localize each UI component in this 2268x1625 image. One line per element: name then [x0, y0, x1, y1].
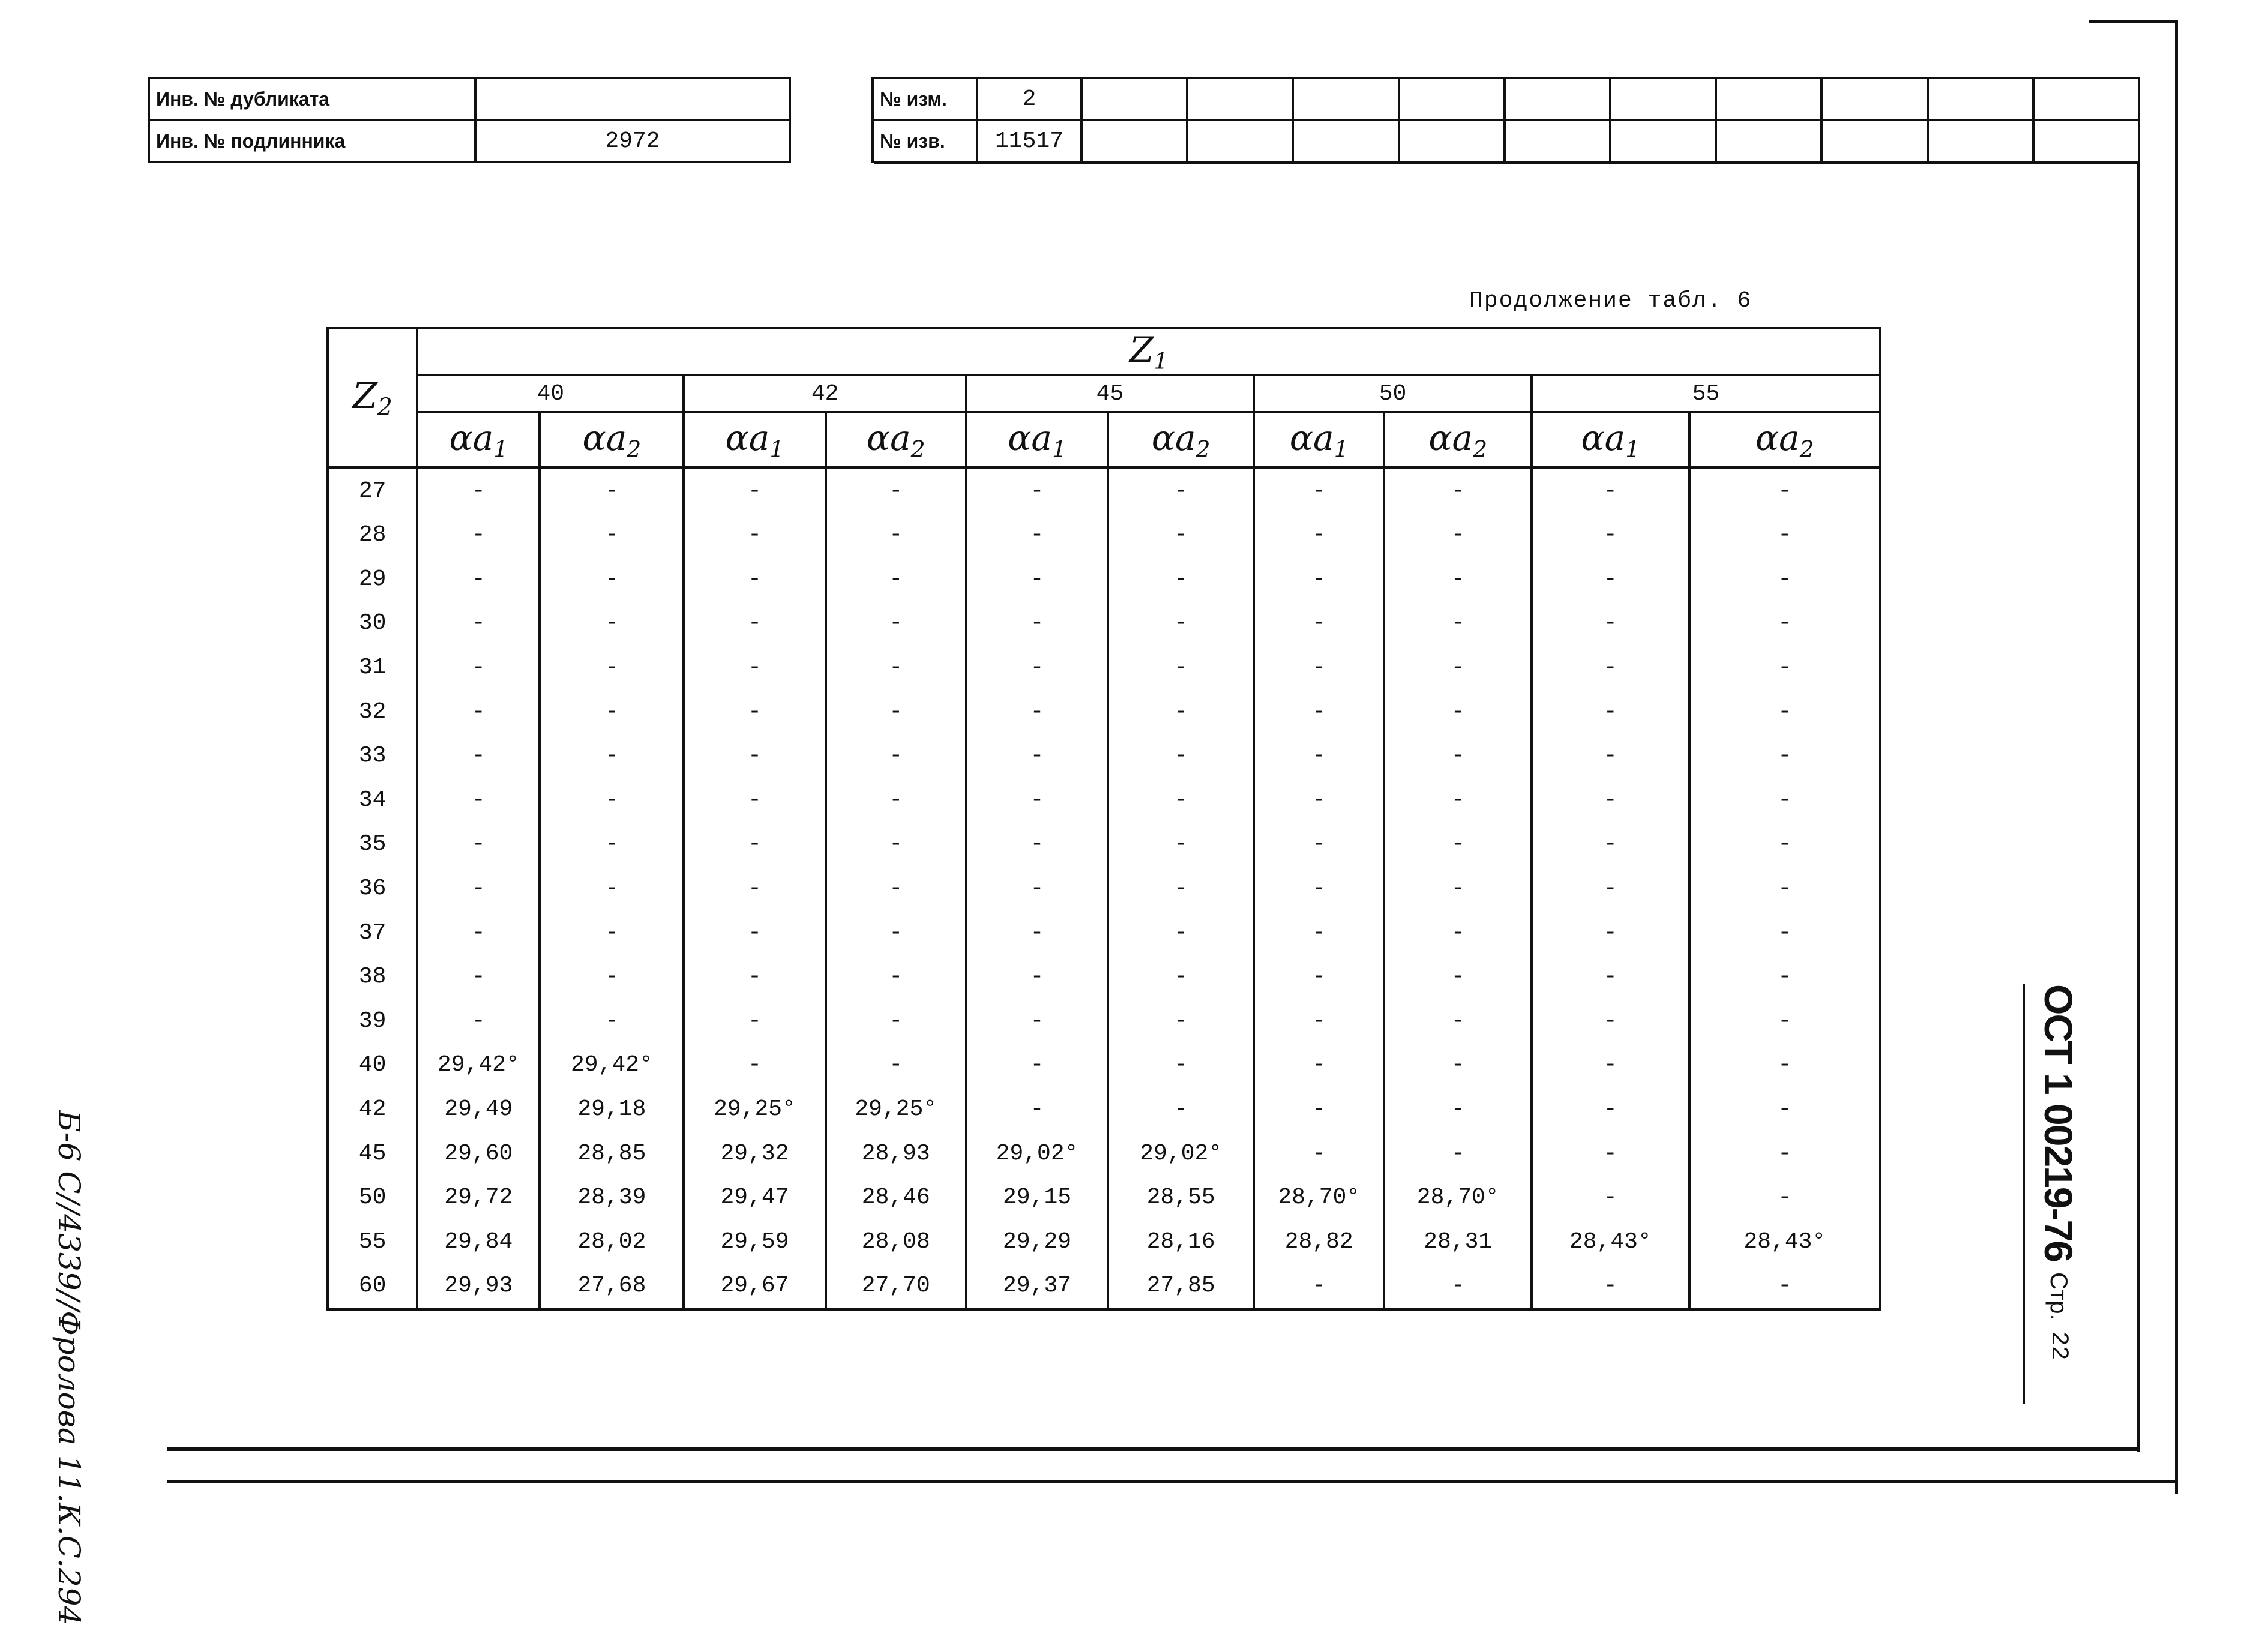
- angle-cell: -: [417, 999, 540, 1043]
- angle-cell: -: [1689, 689, 1880, 734]
- alpha-a2-header: $\alpha a_2$: [540, 412, 684, 467]
- angle-cell: -: [1254, 557, 1384, 601]
- angle-cell: -: [1532, 1264, 1689, 1309]
- angle-cell: -: [1384, 557, 1532, 601]
- angle-cell: -: [1532, 734, 1689, 778]
- angle-cell: -: [1108, 689, 1254, 734]
- z2-value: 55: [328, 1219, 417, 1264]
- z1-group-header: 42: [684, 375, 966, 412]
- angle-cell: -: [1254, 1087, 1384, 1132]
- angle-cell: -: [1384, 955, 1532, 999]
- angle-cell: 29,93: [417, 1264, 540, 1309]
- angle-cell: -: [826, 999, 966, 1043]
- angle-cell: -: [1532, 689, 1689, 734]
- angle-cell: -: [1384, 467, 1532, 513]
- angle-cell: 29,29: [966, 1219, 1108, 1264]
- angle-cell: -: [826, 601, 966, 646]
- angle-cell: -: [540, 867, 684, 911]
- angle-cell: -: [1108, 646, 1254, 690]
- angle-cell: -: [1384, 646, 1532, 690]
- z2-value: 34: [328, 778, 417, 822]
- angle-cell: -: [684, 689, 825, 734]
- angle-cell: -: [1384, 1043, 1532, 1087]
- row-header-z2: $Z_2$: [328, 328, 417, 467]
- angle-cell: -: [1108, 1043, 1254, 1087]
- angle-cell: -: [1532, 1176, 1689, 1220]
- angle-cell: 29,02°: [966, 1131, 1108, 1176]
- angle-cell: -: [1689, 1264, 1880, 1309]
- angle-cell: -: [1254, 734, 1384, 778]
- angle-cell: -: [1532, 1087, 1689, 1132]
- angle-cell: -: [417, 822, 540, 867]
- angle-cell: -: [1689, 646, 1880, 690]
- notice-no-value: 11517: [977, 120, 1081, 162]
- angle-cell: -: [1384, 601, 1532, 646]
- side-stamp-rule: [2023, 984, 2025, 1404]
- angle-cell: -: [540, 955, 684, 999]
- angle-cell: -: [684, 734, 825, 778]
- angle-cell: -: [1689, 734, 1880, 778]
- angle-cell: -: [826, 557, 966, 601]
- alpha-a2-header: $\alpha a_2$: [826, 412, 966, 467]
- table-row: [328, 646, 1880, 690]
- angle-cell: 29,42°: [540, 1043, 684, 1087]
- angle-cell: -: [417, 867, 540, 911]
- angle-cell: -: [1532, 601, 1689, 646]
- angle-cell: -: [684, 646, 825, 690]
- change-no-label: № изм.: [873, 78, 977, 120]
- angle-cell: 29,42°: [417, 1043, 540, 1087]
- angle-cell: 29,18: [540, 1087, 684, 1132]
- angle-cell: -: [684, 955, 825, 999]
- angle-cell: -: [1384, 1264, 1532, 1309]
- angle-cell: -: [540, 999, 684, 1043]
- angle-cell: -: [417, 601, 540, 646]
- table-row: [328, 513, 1880, 557]
- angle-cell: -: [1532, 513, 1689, 557]
- angle-cell: 27,70: [826, 1264, 966, 1309]
- table-row: [328, 867, 1880, 911]
- angle-cell: -: [1689, 867, 1880, 911]
- alpha-a1-header: $\alpha a_1$: [1254, 412, 1384, 467]
- angle-cell: -: [1254, 646, 1384, 690]
- z2-value: 33: [328, 734, 417, 778]
- angle-cell: -: [1108, 601, 1254, 646]
- angle-cell: 28,85: [540, 1131, 684, 1176]
- angle-cell: -: [1384, 734, 1532, 778]
- angle-cell: 29,49: [417, 1087, 540, 1132]
- angle-cell: -: [1254, 513, 1384, 557]
- angle-cell: 29,02°: [1108, 1131, 1254, 1176]
- angle-cell: -: [1254, 822, 1384, 867]
- angle-cell: -: [966, 467, 1108, 513]
- angle-cell: -: [417, 778, 540, 822]
- table-row: [328, 557, 1880, 601]
- angle-cell: -: [1689, 999, 1880, 1043]
- table-row: [328, 467, 1880, 513]
- angle-cell: -: [1532, 867, 1689, 911]
- angle-cell: -: [540, 778, 684, 822]
- angle-cell: -: [1689, 467, 1880, 513]
- frame-bottom: [167, 1447, 2140, 1451]
- angle-cell: -: [684, 467, 825, 513]
- angle-cell: -: [540, 910, 684, 955]
- angle-cell: -: [826, 646, 966, 690]
- angle-cell: -: [684, 999, 825, 1043]
- table-row: [328, 1176, 1880, 1220]
- z1-group-header: 40: [417, 375, 684, 412]
- angle-cell: 29,25°: [684, 1087, 825, 1132]
- angle-cell: -: [417, 646, 540, 690]
- angle-cell: 28,08: [826, 1219, 966, 1264]
- angle-cell: -: [1532, 822, 1689, 867]
- angle-cell: -: [966, 1087, 1108, 1132]
- angle-cell: 29,67: [684, 1264, 825, 1309]
- angle-cell: -: [1254, 867, 1384, 911]
- angle-cell: -: [684, 601, 825, 646]
- angle-cell: -: [1384, 1087, 1532, 1132]
- angle-cell: -: [1689, 601, 1880, 646]
- inv-original-value: 2972: [475, 120, 790, 162]
- angle-cell: 29,37: [966, 1264, 1108, 1309]
- z1-group-header: 45: [966, 375, 1254, 412]
- alpha-a1-header: $\alpha a_1$: [1532, 412, 1689, 467]
- angle-cell: -: [684, 867, 825, 911]
- angle-cell: -: [826, 955, 966, 999]
- angle-cell: -: [1384, 910, 1532, 955]
- angle-cell: 28,02: [540, 1219, 684, 1264]
- outer-frame-top: [2089, 20, 2178, 23]
- table-row: [328, 734, 1880, 778]
- angle-cell: -: [966, 513, 1108, 557]
- z2-value: 37: [328, 910, 417, 955]
- angle-cell: -: [1108, 467, 1254, 513]
- page-number: 22: [2045, 1331, 2072, 1360]
- z1-group-header: 55: [1532, 375, 1880, 412]
- outer-frame-right: [2175, 20, 2178, 1494]
- angle-cell: -: [1108, 999, 1254, 1043]
- angle-cell: -: [417, 513, 540, 557]
- angle-cell: -: [1532, 467, 1689, 513]
- angle-cell: -: [1689, 778, 1880, 822]
- angle-cell: -: [1108, 557, 1254, 601]
- angle-cell: -: [1689, 1043, 1880, 1087]
- angle-cell: -: [1384, 778, 1532, 822]
- alpha-a2-header: $\alpha a_2$: [1689, 412, 1880, 467]
- angle-cell: -: [684, 1043, 825, 1087]
- table-row: [328, 778, 1880, 822]
- z2-value: 60: [328, 1264, 417, 1309]
- z2-value: 32: [328, 689, 417, 734]
- alpha-a1-header: $\alpha a_1$: [966, 412, 1108, 467]
- angle-cell: -: [1384, 513, 1532, 557]
- angle-cell: -: [1532, 557, 1689, 601]
- inv-original-label: Инв. № подлинника: [149, 120, 475, 162]
- z2-value: 42: [328, 1087, 417, 1132]
- angle-cell: -: [966, 822, 1108, 867]
- angle-cell: 28,70°: [1254, 1176, 1384, 1220]
- table-row: [328, 1131, 1880, 1176]
- angle-cell: -: [684, 557, 825, 601]
- frame-right: [2137, 162, 2140, 1452]
- angle-cell: -: [1108, 734, 1254, 778]
- angle-cell: -: [1689, 910, 1880, 955]
- angle-cell: -: [826, 910, 966, 955]
- z1-group-header: 50: [1254, 375, 1532, 412]
- angle-cell: 28,55: [1108, 1176, 1254, 1220]
- angle-cell: -: [684, 822, 825, 867]
- notice-no-label: № изв.: [873, 120, 977, 162]
- angle-cell: -: [1254, 999, 1384, 1043]
- angle-cell: 29,60: [417, 1131, 540, 1176]
- angle-cell: 28,31: [1384, 1219, 1532, 1264]
- angle-cell: -: [966, 999, 1108, 1043]
- angle-cell: -: [1689, 1131, 1880, 1176]
- table-row: [328, 1264, 1880, 1309]
- angle-cell: 29,84: [417, 1219, 540, 1264]
- angle-cell: 29,32: [684, 1131, 825, 1176]
- angle-cell: -: [1532, 1131, 1689, 1176]
- angle-cell: -: [966, 778, 1108, 822]
- angle-cell: -: [1384, 822, 1532, 867]
- angle-cell: -: [417, 557, 540, 601]
- angle-cell: -: [684, 778, 825, 822]
- inv-duplicate-label: Инв. № дубликата: [149, 78, 475, 120]
- angle-cell: -: [417, 955, 540, 999]
- angle-cell: 28,93: [826, 1131, 966, 1176]
- angle-cell: -: [1384, 867, 1532, 911]
- angle-cell: -: [1254, 689, 1384, 734]
- angle-cell: -: [417, 467, 540, 513]
- angle-cell: -: [966, 867, 1108, 911]
- angle-cell: -: [1108, 1087, 1254, 1132]
- angle-cell: 29,15: [966, 1176, 1108, 1220]
- angle-cell: -: [1532, 1043, 1689, 1087]
- alpha-a1-header: $\alpha a_1$: [417, 412, 540, 467]
- table-row: [328, 1219, 1880, 1264]
- angle-cell: -: [1254, 955, 1384, 999]
- page-label: Стр.: [2045, 1272, 2072, 1321]
- table-row: [328, 955, 1880, 999]
- angle-cell: -: [540, 822, 684, 867]
- angle-cell: 29,47: [684, 1176, 825, 1220]
- z2-value: 45: [328, 1131, 417, 1176]
- angle-cell: -: [1254, 1264, 1384, 1309]
- z2-value: 40: [328, 1043, 417, 1087]
- angle-cell: -: [826, 513, 966, 557]
- angle-cell: -: [966, 955, 1108, 999]
- angle-cell: -: [417, 910, 540, 955]
- col-header-z1: $Z_1$: [417, 328, 1880, 375]
- angle-cell: 27,68: [540, 1264, 684, 1309]
- standard-code: ОСТ 1 00219-76: [2036, 984, 2081, 1261]
- angle-cell: 27,85: [1108, 1264, 1254, 1309]
- angle-cell: -: [684, 513, 825, 557]
- z2-value: 28: [328, 513, 417, 557]
- angle-cell: 28,43°: [1532, 1219, 1689, 1264]
- z2-value: 39: [328, 999, 417, 1043]
- angle-cell: -: [1108, 822, 1254, 867]
- z2-value: 35: [328, 822, 417, 867]
- gear-angle-table: [326, 327, 1881, 1311]
- table-caption: Продолжение табл. 6: [1469, 288, 1752, 314]
- alpha-a2-header: $\alpha a_2$: [1108, 412, 1254, 467]
- angle-cell: -: [826, 1043, 966, 1087]
- angle-cell: -: [826, 778, 966, 822]
- table-row: [328, 689, 1880, 734]
- angle-cell: -: [1254, 778, 1384, 822]
- alpha-a2-header: $\alpha a_2$: [1384, 412, 1532, 467]
- angle-cell: -: [1689, 955, 1880, 999]
- angle-cell: -: [1108, 910, 1254, 955]
- z2-value: 31: [328, 646, 417, 690]
- angle-cell: -: [966, 910, 1108, 955]
- angle-cell: -: [1108, 867, 1254, 911]
- margin-note: Б-6 С//4339//Фролова 11.К.С.294: [52, 1110, 86, 1625]
- angle-cell: 28,43°: [1689, 1219, 1880, 1264]
- angle-cell: -: [966, 601, 1108, 646]
- angle-cell: 29,25°: [826, 1087, 966, 1132]
- angle-cell: -: [540, 513, 684, 557]
- angle-cell: 29,59: [684, 1219, 825, 1264]
- angle-cell: -: [1384, 999, 1532, 1043]
- angle-cell: -: [1532, 778, 1689, 822]
- angle-cell: -: [826, 822, 966, 867]
- angle-cell: -: [540, 734, 684, 778]
- table-row: [328, 910, 1880, 955]
- angle-cell: 28,39: [540, 1176, 684, 1220]
- angle-cell: -: [684, 910, 825, 955]
- angle-cell: 28,16: [1108, 1219, 1254, 1264]
- z2-value: 30: [328, 601, 417, 646]
- angle-cell: 29,72: [417, 1176, 540, 1220]
- angle-cell: 28,82: [1254, 1219, 1384, 1264]
- change-no-value: 2: [977, 78, 1081, 120]
- angle-cell: -: [417, 734, 540, 778]
- z2-value: 36: [328, 867, 417, 911]
- z2-value: 29: [328, 557, 417, 601]
- table-row: [328, 601, 1880, 646]
- table-row: [328, 822, 1880, 867]
- angle-cell: -: [1689, 1087, 1880, 1132]
- angle-cell: -: [1532, 646, 1689, 690]
- angle-cell: -: [1689, 1176, 1880, 1220]
- angle-cell: -: [826, 734, 966, 778]
- angle-cell: -: [540, 646, 684, 690]
- angle-cell: -: [1254, 601, 1384, 646]
- angle-cell: -: [1108, 778, 1254, 822]
- angle-cell: -: [1532, 955, 1689, 999]
- angle-cell: -: [1384, 689, 1532, 734]
- angle-cell: -: [966, 557, 1108, 601]
- angle-cell: -: [1532, 999, 1689, 1043]
- angle-cell: -: [826, 689, 966, 734]
- angle-cell: -: [1532, 910, 1689, 955]
- angle-cell: -: [540, 467, 684, 513]
- angle-cell: -: [966, 689, 1108, 734]
- angle-cell: -: [1384, 1131, 1532, 1176]
- angle-cell: -: [1689, 513, 1880, 557]
- standard-side-stamp: [2023, 984, 2095, 1404]
- table-row: [328, 999, 1880, 1043]
- angle-cell: -: [1254, 1131, 1384, 1176]
- angle-cell: -: [1254, 910, 1384, 955]
- angle-cell: -: [966, 1043, 1108, 1087]
- alpha-a1-header: $\alpha a_1$: [684, 412, 825, 467]
- outer-frame-bottom: [167, 1480, 2178, 1483]
- angle-cell: -: [540, 689, 684, 734]
- angle-cell: -: [540, 557, 684, 601]
- angle-cell: -: [417, 689, 540, 734]
- angle-cell: -: [540, 601, 684, 646]
- angle-cell: -: [1689, 557, 1880, 601]
- inv-duplicate-value: [475, 78, 790, 120]
- table-row: [328, 1087, 1880, 1132]
- angle-cell: -: [966, 646, 1108, 690]
- table-row: [328, 1043, 1880, 1087]
- angle-cell: -: [826, 867, 966, 911]
- change-stamp: [871, 77, 2140, 163]
- z2-value: 27: [328, 467, 417, 513]
- angle-cell: -: [1689, 822, 1880, 867]
- angle-cell: -: [966, 734, 1108, 778]
- angle-cell: -: [1254, 467, 1384, 513]
- z2-value: 38: [328, 955, 417, 999]
- z2-value: 50: [328, 1176, 417, 1220]
- inventory-stamp: [148, 77, 791, 163]
- angle-cell: 28,46: [826, 1176, 966, 1220]
- angle-cell: -: [1254, 1043, 1384, 1087]
- angle-cell: -: [1108, 513, 1254, 557]
- angle-cell: -: [1108, 955, 1254, 999]
- angle-cell: 28,70°: [1384, 1176, 1532, 1220]
- angle-cell: -: [826, 467, 966, 513]
